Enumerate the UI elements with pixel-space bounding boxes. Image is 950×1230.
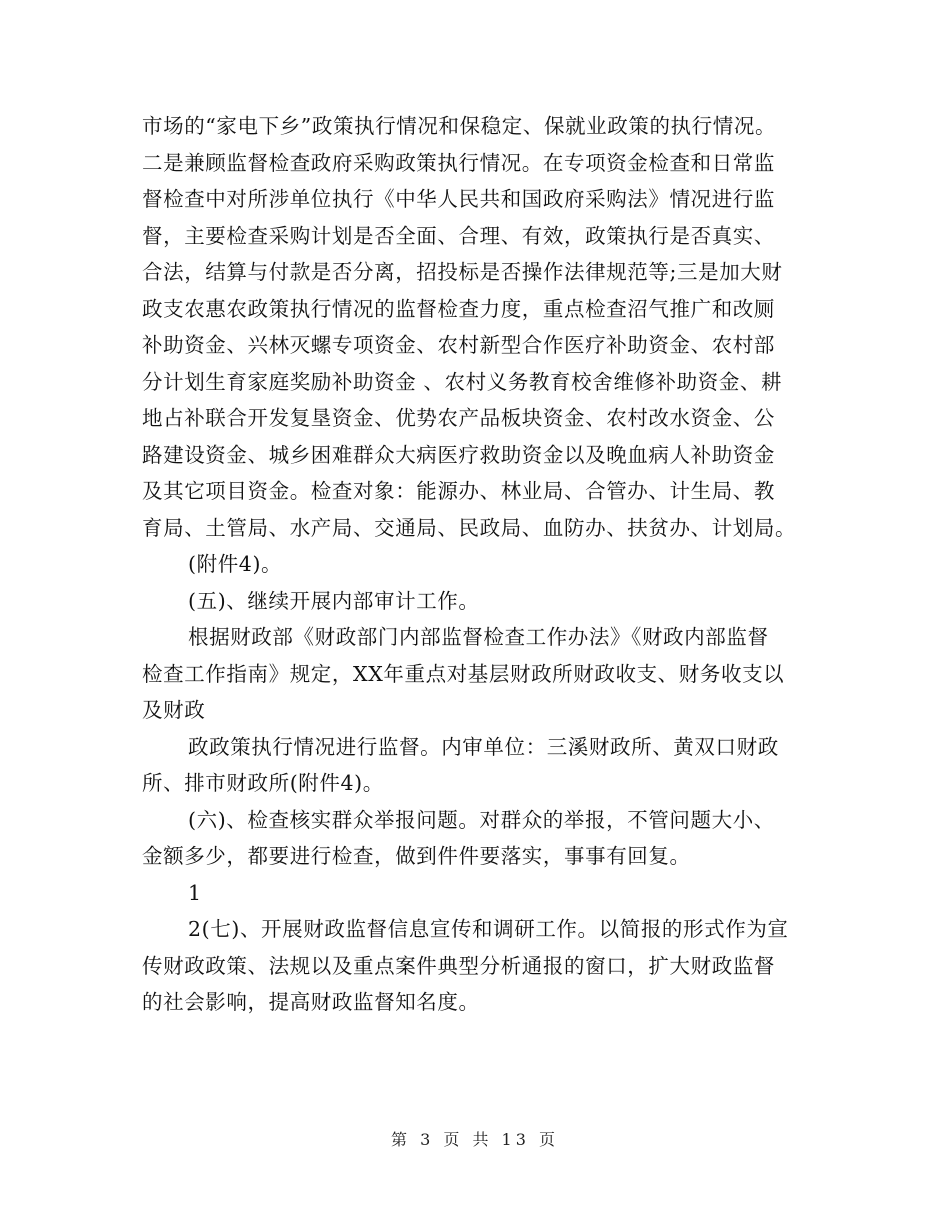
text-line: (附件4)。 — [188, 552, 283, 576]
text-line: 督检查中对所涉单位执行《中华人民共和国政府采购法》情况进行监 — [142, 187, 775, 211]
text-line: 分计划生育家庭奖励补助资金 、农村义务教育校舍维修补助资金、耕 — [142, 369, 783, 394]
text-line: (五)、继续开展内部审计工作。 — [188, 588, 480, 613]
text-line: (六)、检查核实群众举报问题。对群众的举报，不管问题大小、 — [188, 807, 775, 832]
text-line: 1 — [188, 880, 202, 905]
document-body — [142, 108, 810, 1021]
text-line: 政支农惠农政策执行情况的监督检查力度，重点检查沼气推广和改厕 — [142, 296, 775, 321]
text-line: 二是兼顾监督检查政府采购政策执行情况。在专项资金检查和日常监 — [142, 150, 775, 175]
text-line: 政政策执行情况进行监督。内审单位：三溪财政所、黄双口财政 — [188, 734, 779, 759]
text-line: 及财政 — [142, 698, 206, 722]
text-line: 合法，结算与付款是否分离，招投标是否操作法律规范等;三是加大财 — [142, 260, 783, 284]
text-line: 金额多少，都要进行检查，做到件件要落实，事事有回复。 — [142, 844, 691, 868]
text-line: 所、排市财政所(附件4)。 — [142, 771, 384, 795]
text-line: 根据财政部《财政部门内部监督检查工作办法》《财政内部监督 — [188, 625, 769, 649]
text-line: 2(七)、开展财政监督信息宣传和调研工作。以简报的形式作为宣 — [188, 917, 789, 941]
text-line: 及其它项目资金。检查对象：能源办、林业局、合管办、计生局、教 — [142, 479, 775, 503]
text-line: 路建设资金、城乡困难群众大病医疗救助资金以及晚血病人补助资金 — [142, 442, 775, 467]
text-line: 传财政政策、法规以及重点案件典型分析通报的窗口，扩大财政监督 — [142, 953, 775, 978]
page-number-footer: 第 3 页 共 13 页 — [391, 1130, 559, 1149]
text-line: 地占补联合开发复垦资金、优势农产品板块资金、农村改水资金、公 — [142, 406, 775, 430]
text-line: 的社会影响，提高财政监督知名度。 — [142, 990, 480, 1014]
text-line: 督，主要检查采购计划是否全面、合理、有效，政策执行是否真实、 — [142, 223, 775, 248]
text-line: 检查工作指南》规定，XX年重点对基层财政所财政收支、财务收支以 — [142, 661, 785, 686]
text-line: 补助资金、兴林灭螺专项资金、农村新型合作医疗补助资金、农村部 — [142, 333, 775, 357]
text-line: 市场的“家电下乡”政策执行情况和保稳定、保就业政策的执行情况。 — [142, 114, 777, 138]
text-line: 育局、土管局、水产局、交通局、民政局、血防办、扶贫办、计划局。 — [142, 515, 797, 540]
